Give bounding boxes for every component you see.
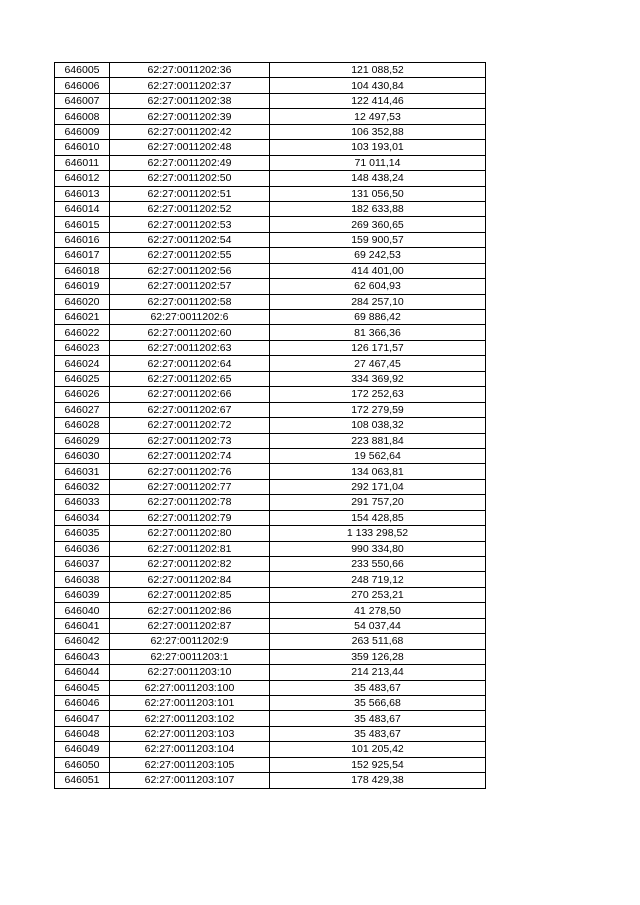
cadastral-number-cell: 62:27:0011202:42 <box>110 124 270 139</box>
row-number-cell: 646014 <box>55 201 110 216</box>
cadastral-number-cell: 62:27:0011202:38 <box>110 93 270 108</box>
row-number-cell: 646043 <box>55 649 110 664</box>
value-cell: 248 719,12 <box>270 572 486 587</box>
row-number-cell: 646034 <box>55 510 110 525</box>
table-row <box>55 371 486 386</box>
row-number-cell: 646022 <box>55 325 110 340</box>
value-cell: 121 088,52 <box>270 63 486 78</box>
value-cell: 19 562,64 <box>270 448 486 463</box>
row-number-cell: 646016 <box>55 232 110 247</box>
table-row <box>55 186 486 201</box>
row-number-cell: 646047 <box>55 711 110 726</box>
table-row <box>55 757 486 772</box>
value-cell: 41 278,50 <box>270 603 486 618</box>
row-number-cell: 646041 <box>55 618 110 633</box>
table-row <box>55 340 486 355</box>
row-number-cell: 646018 <box>55 263 110 278</box>
value-cell: 154 428,85 <box>270 510 486 525</box>
row-number-cell: 646050 <box>55 757 110 772</box>
row-number-cell: 646048 <box>55 726 110 741</box>
cadastral-number-cell: 62:27:0011203:107 <box>110 773 270 788</box>
cadastral-number-cell: 62:27:0011202:66 <box>110 387 270 402</box>
table-row <box>55 726 486 741</box>
value-cell: 334 369,92 <box>270 371 486 386</box>
cadastral-number-cell: 62:27:0011202:58 <box>110 294 270 309</box>
table-row <box>55 217 486 232</box>
cadastral-number-cell: 62:27:0011202:57 <box>110 279 270 294</box>
cadastral-number-cell: 62:27:0011202:80 <box>110 526 270 541</box>
value-cell: 103 193,01 <box>270 140 486 155</box>
value-cell: 54 037,44 <box>270 618 486 633</box>
value-cell: 81 366,36 <box>270 325 486 340</box>
table-row <box>55 742 486 757</box>
row-number-cell: 646011 <box>55 155 110 170</box>
table-row <box>55 325 486 340</box>
cadastral-number-cell: 62:27:0011202:87 <box>110 618 270 633</box>
row-number-cell: 646042 <box>55 634 110 649</box>
row-number-cell: 646005 <box>55 63 110 78</box>
row-number-cell: 646038 <box>55 572 110 587</box>
table-row <box>55 171 486 186</box>
table-row <box>55 587 486 602</box>
cadastral-number-cell: 62:27:0011202:65 <box>110 371 270 386</box>
row-number-cell: 646029 <box>55 433 110 448</box>
row-number-cell: 646036 <box>55 541 110 556</box>
table-row <box>55 78 486 93</box>
value-cell: 414 401,00 <box>270 263 486 278</box>
row-number-cell: 646006 <box>55 78 110 93</box>
row-number-cell: 646049 <box>55 742 110 757</box>
table-row <box>55 387 486 402</box>
value-cell: 12 497,53 <box>270 109 486 124</box>
cadastral-number-cell: 62:27:0011202:76 <box>110 464 270 479</box>
row-number-cell: 646012 <box>55 171 110 186</box>
table-body <box>55 63 486 789</box>
table-row <box>55 294 486 309</box>
cadastral-number-cell: 62:27:0011202:49 <box>110 155 270 170</box>
cadastral-number-cell: 62:27:0011203:101 <box>110 695 270 710</box>
value-cell: 990 334,80 <box>270 541 486 556</box>
cadastral-number-cell: 62:27:0011202:48 <box>110 140 270 155</box>
cadastral-number-cell: 62:27:0011203:10 <box>110 665 270 680</box>
cadastral-number-cell: 62:27:0011202:67 <box>110 402 270 417</box>
cadastral-number-cell: 62:27:0011202:51 <box>110 186 270 201</box>
value-cell: 270 253,21 <box>270 587 486 602</box>
cadastral-number-cell: 62:27:0011203:102 <box>110 711 270 726</box>
value-cell: 292 171,04 <box>270 479 486 494</box>
row-number-cell: 646020 <box>55 294 110 309</box>
table-row <box>55 310 486 325</box>
table-row <box>55 603 486 618</box>
cadastral-number-cell: 62:27:0011202:6 <box>110 310 270 325</box>
cadastral-number-cell: 62:27:0011202:9 <box>110 634 270 649</box>
row-number-cell: 646039 <box>55 587 110 602</box>
value-cell: 159 900,57 <box>270 232 486 247</box>
table-row <box>55 680 486 695</box>
value-cell: 214 213,44 <box>270 665 486 680</box>
table-row <box>55 479 486 494</box>
row-number-cell: 646040 <box>55 603 110 618</box>
table-row <box>55 201 486 216</box>
table-row <box>55 773 486 788</box>
table-row <box>55 356 486 371</box>
row-number-cell: 646032 <box>55 479 110 494</box>
value-cell: 27 467,45 <box>270 356 486 371</box>
table-row <box>55 572 486 587</box>
row-number-cell: 646025 <box>55 371 110 386</box>
cadastral-number-cell: 62:27:0011202:37 <box>110 78 270 93</box>
data-table <box>54 62 486 789</box>
row-number-cell: 646024 <box>55 356 110 371</box>
cadastral-number-cell: 62:27:0011202:78 <box>110 495 270 510</box>
table-row <box>55 634 486 649</box>
row-number-cell: 646019 <box>55 279 110 294</box>
row-number-cell: 646009 <box>55 124 110 139</box>
value-cell: 269 360,65 <box>270 217 486 232</box>
table-row <box>55 63 486 78</box>
table-row <box>55 433 486 448</box>
value-cell: 134 063,81 <box>270 464 486 479</box>
value-cell: 284 257,10 <box>270 294 486 309</box>
value-cell: 101 205,42 <box>270 742 486 757</box>
table-row <box>55 93 486 108</box>
value-cell: 223 881,84 <box>270 433 486 448</box>
table-row <box>55 140 486 155</box>
row-number-cell: 646013 <box>55 186 110 201</box>
cadastral-number-cell: 62:27:0011202:81 <box>110 541 270 556</box>
row-number-cell: 646030 <box>55 448 110 463</box>
row-number-cell: 646027 <box>55 402 110 417</box>
table-row <box>55 279 486 294</box>
row-number-cell: 646026 <box>55 387 110 402</box>
table-row <box>55 510 486 525</box>
value-cell: 152 925,54 <box>270 757 486 772</box>
table-row <box>55 448 486 463</box>
row-number-cell: 646017 <box>55 248 110 263</box>
row-number-cell: 646028 <box>55 418 110 433</box>
value-cell: 106 352,88 <box>270 124 486 139</box>
row-number-cell: 646007 <box>55 93 110 108</box>
cadastral-number-cell: 62:27:0011202:73 <box>110 433 270 448</box>
row-number-cell: 646031 <box>55 464 110 479</box>
cadastral-number-cell: 62:27:0011203:105 <box>110 757 270 772</box>
value-cell: 35 483,67 <box>270 726 486 741</box>
row-number-cell: 646045 <box>55 680 110 695</box>
cadastral-number-cell: 62:27:0011202:72 <box>110 418 270 433</box>
table-row <box>55 495 486 510</box>
row-number-cell: 646015 <box>55 217 110 232</box>
table-row <box>55 526 486 541</box>
value-cell: 122 414,46 <box>270 93 486 108</box>
cadastral-number-cell: 62:27:0011202:74 <box>110 448 270 463</box>
row-number-cell: 646035 <box>55 526 110 541</box>
value-cell: 291 757,20 <box>270 495 486 510</box>
table-row <box>55 109 486 124</box>
cadastral-number-cell: 62:27:0011202:56 <box>110 263 270 278</box>
value-cell: 35 566,68 <box>270 695 486 710</box>
value-cell: 148 438,24 <box>270 171 486 186</box>
row-number-cell: 646033 <box>55 495 110 510</box>
table-row <box>55 649 486 664</box>
value-cell: 182 633,88 <box>270 201 486 216</box>
cadastral-number-cell: 62:27:0011202:86 <box>110 603 270 618</box>
cadastral-number-cell: 62:27:0011202:50 <box>110 171 270 186</box>
cadastral-number-cell: 62:27:0011202:82 <box>110 557 270 572</box>
row-number-cell: 646037 <box>55 557 110 572</box>
value-cell: 359 126,28 <box>270 649 486 664</box>
value-cell: 104 430,84 <box>270 78 486 93</box>
cadastral-number-cell: 62:27:0011202:85 <box>110 587 270 602</box>
cadastral-number-cell: 62:27:0011202:60 <box>110 325 270 340</box>
value-cell: 35 483,67 <box>270 680 486 695</box>
value-cell: 108 038,32 <box>270 418 486 433</box>
row-number-cell: 646008 <box>55 109 110 124</box>
table-row <box>55 711 486 726</box>
value-cell: 126 171,57 <box>270 340 486 355</box>
value-cell: 178 429,38 <box>270 773 486 788</box>
cadastral-number-cell: 62:27:0011203:100 <box>110 680 270 695</box>
table-row <box>55 618 486 633</box>
value-cell: 131 056,50 <box>270 186 486 201</box>
cadastral-number-cell: 62:27:0011202:55 <box>110 248 270 263</box>
cadastral-number-cell: 62:27:0011202:79 <box>110 510 270 525</box>
row-number-cell: 646051 <box>55 773 110 788</box>
table-row <box>55 418 486 433</box>
table-row <box>55 402 486 417</box>
row-number-cell: 646021 <box>55 310 110 325</box>
row-number-cell: 646046 <box>55 695 110 710</box>
table-row <box>55 263 486 278</box>
cadastral-number-cell: 62:27:0011203:103 <box>110 726 270 741</box>
value-cell: 35 483,67 <box>270 711 486 726</box>
table-row <box>55 541 486 556</box>
table-row <box>55 557 486 572</box>
table-row <box>55 464 486 479</box>
table-row <box>55 124 486 139</box>
cadastral-number-cell: 62:27:0011202:36 <box>110 63 270 78</box>
table-row <box>55 232 486 247</box>
cadastral-number-cell: 62:27:0011203:104 <box>110 742 270 757</box>
value-cell: 263 511,68 <box>270 634 486 649</box>
row-number-cell: 646044 <box>55 665 110 680</box>
value-cell: 172 279,59 <box>270 402 486 417</box>
value-cell: 233 550,66 <box>270 557 486 572</box>
table-row <box>55 665 486 680</box>
value-cell: 62 604,93 <box>270 279 486 294</box>
cadastral-number-cell: 62:27:0011202:54 <box>110 232 270 247</box>
cadastral-number-cell: 62:27:0011202:53 <box>110 217 270 232</box>
cadastral-number-cell: 62:27:0011203:1 <box>110 649 270 664</box>
value-cell: 1 133 298,52 <box>270 526 486 541</box>
value-cell: 69 886,42 <box>270 310 486 325</box>
cadastral-number-cell: 62:27:0011202:39 <box>110 109 270 124</box>
row-number-cell: 646023 <box>55 340 110 355</box>
table-row <box>55 695 486 710</box>
cadastral-number-cell: 62:27:0011202:77 <box>110 479 270 494</box>
value-cell: 172 252,63 <box>270 387 486 402</box>
value-cell: 69 242,53 <box>270 248 486 263</box>
value-cell: 71 011,14 <box>270 155 486 170</box>
cadastral-number-cell: 62:27:0011202:84 <box>110 572 270 587</box>
cadastral-number-cell: 62:27:0011202:52 <box>110 201 270 216</box>
table-row <box>55 155 486 170</box>
row-number-cell: 646010 <box>55 140 110 155</box>
table-row <box>55 248 486 263</box>
cadastral-number-cell: 62:27:0011202:63 <box>110 340 270 355</box>
cadastral-number-cell: 62:27:0011202:64 <box>110 356 270 371</box>
